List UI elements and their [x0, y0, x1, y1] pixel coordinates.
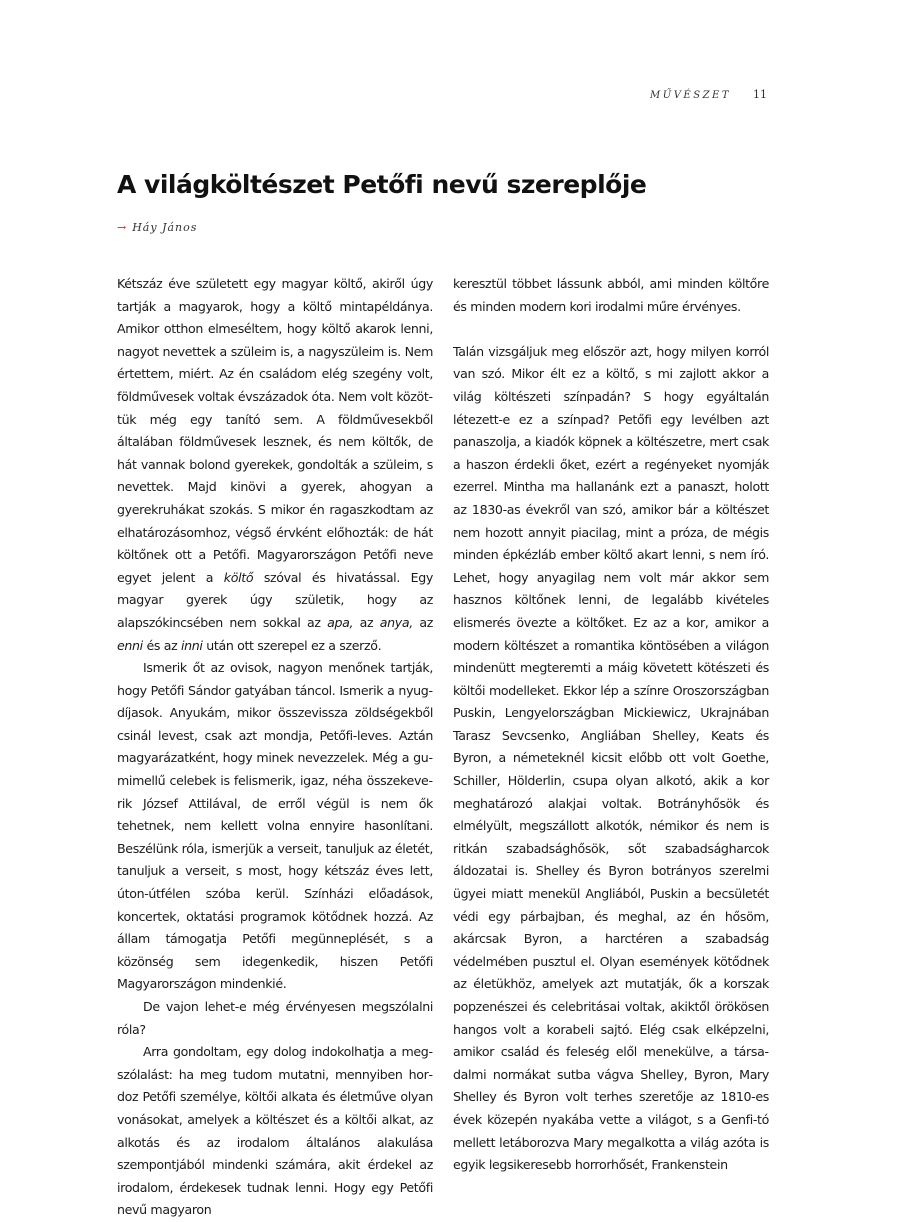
page-number: 11 — [753, 88, 767, 101]
arrow-right-icon: → — [117, 221, 128, 234]
running-head — [650, 88, 767, 101]
author-name: Háy János — [132, 221, 198, 234]
paragraph: De vajon lehet-e még érvényesen megszólalni róla? — [117, 999, 433, 1037]
byline — [117, 221, 197, 234]
paragraph: keresztül többet lássunk abból, ami minden költőre és minden modern kori irodalmi műre érvényes. — [453, 276, 769, 314]
text-column-right — [453, 273, 769, 1177]
paragraph: Ismerik őt az ovisok, nagyon menőnek tartják, hogy Petőfi Sándor gatyában táncol. Ismerik a nyugdíjasok. Anyukám, mikor összevissza zöldségekből csinál levest, csak azt mondja, Petőfi-leves. Aztán magyarázatként, hogy minek nevezzelek. Még a gumimellű celebek is felismerik, igaz, néha összekeverik József Attilával, de erről végül is nem ők tehetnek, nem kellett volna ennyire hasonlítani. Beszélünk róla, ismerjük a verseit, tanuljuk az életét, tanuljuk a verseit, s most, hogy kétszáz éves lett, úton-útfélen szóba kerül. Színházi előadások, koncertek, oktatási programok kötődnek hozzá. Az állam támogatja Petőfi megünneplését, s a közönség sem idegenkedik, hiszen Petőfi Magyarországon mindenkié. — [117, 660, 433, 992]
article-title: A világköltészet Petőfi nevű szereplője — [117, 170, 647, 199]
section-label: MŰVÉSZET — [650, 90, 731, 101]
paragraph: Kétszáz éve született egy magyar költő, akiről úgy tartják a magyarok, hogy a költő mintapéldánya. Amikor otthon elmeséltem, hogy költő akarok lenni, nagyot nevettek a szüleim is, a nagyszüleim is. Nem értettem, miért. Az én családom elég szegény volt, földművesek voltak évszázadok óta. Nem volt közöttük még egy tanító sem. A földművesekből általában földművesek lesznek, és nem költők, de hát vannak bolond gyerekek, gondolták a szüleim, s nevettek. Majd kinövi a gyerek, ahogyan a gyerekruhákat szokás. S mikor én ragaszkodtam az elhatározásomhoz, végső érvként előhozták: de hát költőnek ott a Petőfi. Magyarországon Petőfi neve egyet jelent a költő szóval és hivatással. Egy magyar gyerek úgy születik, hogy az alapszókincsében nem sokkal az apa, az anya, az enni és az inni után ott szerepel ez a szerző. — [117, 276, 434, 653]
paragraph: Arra gondoltam, egy dolog indokolhatja a megszólalást: ha meg tudom mutatni, mennyiben hordoz Petőfi személye, költői alkata és életműve olyan vonásokat, amelyek a költészet és a költői alkat, az alkotás és az irodalom általános alakulása szempontjából mindenki számára, akit érdekel az irodalom, érdekesek tudnak lenni. Hogy egy Petőfi nevű magyaron — [117, 1044, 433, 1218]
text-column-left — [117, 273, 433, 1222]
paragraph: Talán vizsgáljuk meg először azt, hogy milyen korról van szó. Mikor élt ez a költő, s mi zajlott akkor a világ költészeti színpadán? S hogy egyáltalán létezett-e ez a színpad? Petőfi egy levélben azt panaszolja, a kiadók köpnek a költészetre, mert csak a haszon érdekli őket, ezért a regényeket nyomják ezerrel. Mintha ma hallanánk ezt a panaszt, holott az 1830-as évekről van szó, amikor bár a költészet nem hozott annyit piacilag, mint a próza, de mégis minden épkézláb ember költő akart lenni, s nem író. Lehet, hogy anyagilag nem volt már akkor sem hasznos költőnek lenni, de legalább kivételes elismerés övezte a költőket. Ez az a kor, amikor a modern költészet a romantika köntösében a világon mindenütt megteremti a máig követett kötészeti és költői modelleket. Ekkor lép a színre Oroszországban Puskin, Lengyelországban Mickiewicz, Ukrajnában Tarasz Sevcsenko, Angliában Shelley, Keats és Byron, a németeknél kicsit előbb ott volt Goethe, Schiller, Hölderlin, csupa olyan alkotó, akik a kor meghatározó alakjai voltak. Botrányhősök és elmélyült, megszállott alkotók, némikor és nem is ritkán szabadsághősök, sőt szabadságharcok áldozatai is. Shelley és Byron botrányos szerelmi ügyei miatt menekül Angliából, Puskin a becsületét védi egy párbajban, és meghal, az én hősöm, akárcsak Byron, a harctéren a szabadság védelmében pusztul el. Olyan események kötődnek az életükhöz, amelyek azt mutatják, ők a korszak popzenészei és celebritásai voltak, akiktől örökösen hangos volt a korabeli sajtó. Elég csak elképzelni, amikor család és feleség elől menekülve, a társadalmi normákat sutba vágva Shelley, Byron, Mary Shelley és Byron volt terhes szeretője az 1810-es évek közepén nyakába vette a világot, s a Genfi-tó mellett letáborozva Mary megalkotta a világ azóta is egyik legsikeresebb horrorhősét, Frankenstein — [453, 343, 769, 1173]
